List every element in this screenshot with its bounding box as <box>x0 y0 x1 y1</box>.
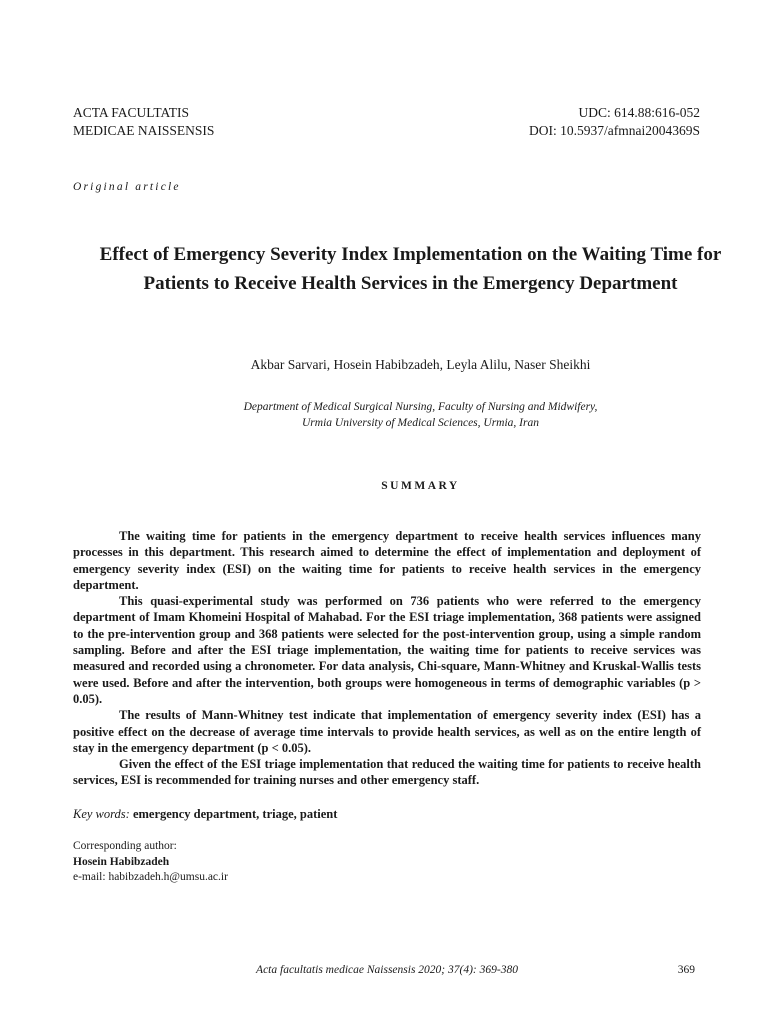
article-identifiers <box>529 104 700 140</box>
affiliation-line1: Department of Medical Surgical Nursing, Faculty of Nursing and Midwifery, <box>243 401 598 413</box>
corresponding-author <box>73 839 228 886</box>
corresponding-label: Corresponding author: <box>73 840 177 852</box>
journal-name-line1: ACTA FACULTATIS <box>73 105 189 120</box>
corresponding-name: Hosein Habibzadeh <box>73 855 170 868</box>
affiliation-line2: Urmia University of Medical Sciences, Urmia, Iran <box>302 417 539 429</box>
summary-heading: SUMMARY <box>381 480 460 492</box>
abstract-paragraph-4: Given the effect of the ESI triage implementation that reduced the waiting time for patients to receive health services, ESI is recommended for training nurses and other emergency staff. <box>73 757 701 788</box>
abstract-paragraph-2: This quasi-experimental study was performed on 736 patients who were referred to the emergency department of Imam Khomeini Hospital of Mahabad. For the ESI triage implementation, 368 patients were assigned to the pre-intervention group and 368 patients were selected for the post-intervention group, using a simple random sampling. Before and after the ESI triage implementation, the waiting time for patients to receive services was measured and recorded using a chronometer. For data analysis, Chi-square, Mann-Whitney and Kruskal-Wallis tests were used. Before and after the intervention, both groups were homogeneous in terms of demographic variables (p > 0.05). <box>73 594 701 706</box>
journal-name <box>73 104 214 140</box>
keywords-label: Key words: <box>73 807 130 821</box>
keywords-text: emergency department, triage, patient <box>132 807 338 821</box>
abstract-paragraph-1: The waiting time for patients in the emergency department to receive health services influences many processes in this department. This research aimed to determine the effect of implementation and deployment of emergency severity index (ESI) on the waiting time for patients to receive health services in the emergency department. <box>73 529 701 592</box>
affiliation <box>73 399 768 431</box>
journal-name-line2: MEDICAE NAISSENSIS <box>73 123 215 138</box>
doi-code: DOI: 10.5937/afmnai2004369S <box>529 123 700 138</box>
abstract-paragraph-3: The results of Mann-Whitney test indicate that implementation of emergency severity index (ESI) has a positive effect on the decrease of average time intervals to provide health services, as well as on the entire length of stay in the emergency department (p < 0.05). <box>73 708 701 755</box>
corresponding-email: e-mail: habibzadeh.h@umsu.ac.ir <box>73 871 228 883</box>
article-title: Effect of Emergency Severity Index Implementation on the Waiting Time for Patients to Receive Health Services in the Emergency Department <box>99 244 722 294</box>
keywords <box>73 807 337 822</box>
page-number: 369 <box>677 964 695 976</box>
abstract <box>73 528 701 789</box>
article-type: Original article <box>73 181 181 193</box>
udc-code: UDC: 614.88:616-052 <box>578 105 700 120</box>
footer-citation: Acta facultatis medicae Naissensis 2020; 37(4): 369-380 <box>256 964 518 976</box>
author-list: Akbar Sarvari, Hosein Habibzadeh, Leyla Alilu, Naser Sheikhi <box>250 357 591 372</box>
